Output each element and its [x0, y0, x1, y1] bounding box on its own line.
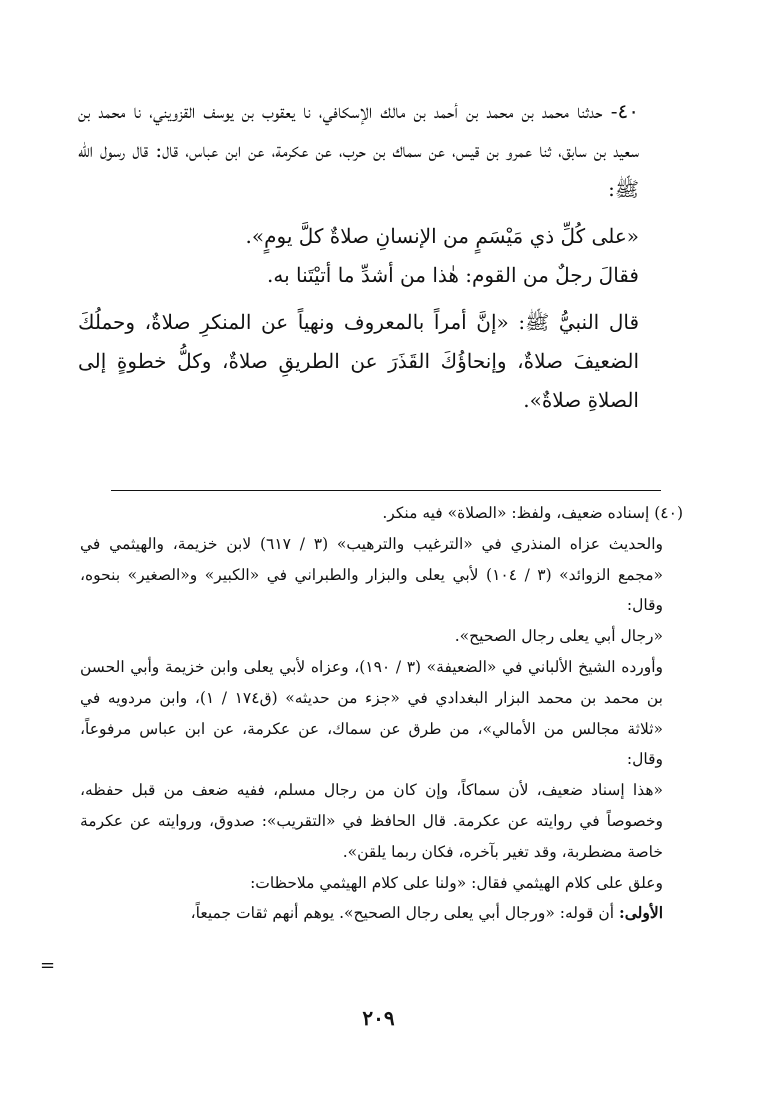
footnote-quote: «هذا إسناد ضعيف، لأن سماكاً، وإن كان من رجال مسلم، ففيه ضعف من قبل حفظه، وخصوصاً في روايته عن عكرمة. قال الحافظ في «التقريب»: صدوق، وروايته عن عكرمة خاصة مضطربة، وقد تغير بآخره، فكان ربما يلقن».	[80, 781, 663, 861]
footnote-paragraph: وعلق على كلام الهيثمي فقال: «ولنا على كلام الهيثمي ملاحظات:	[250, 873, 663, 892]
page-number: ٢٠٩	[362, 1006, 395, 1030]
footnote-quote: «رجال أبي يعلى رجال الصحيح».	[454, 627, 663, 646]
hadith-response-paragraph: فقالَ رجلٌ من القوم: هٰذا من أشدِّ ما أتيْتَنا به.	[267, 263, 639, 287]
hadith-isnad-paragraph: ٤٠- حدثنا محمد بن محمد بن أحمد بن مالك الإسكافي، نا يعقوب بن يوسف القزويني، نا محمد بن سعيد بن سابق، ثنا عمرو بن قيس، عن سماك بن حرب، عن عكرمة، عن ابن عباس، قال: قال رسول الله ﷺ:	[78, 99, 639, 201]
footnote-first-note-label: الأولى:	[619, 903, 663, 923]
footnote-paragraph: والحديث عزاه المنذري في «الترغيب والترهيب» (٣ / ٦١٧) لابن خزيمة، والهيثمي في «مجمع الزوائد» (٣ / ١٠٤) لأبي يعلى والبزار والطبراني في «الكبير» و«الصغير» بنحوه، وقال:	[80, 534, 663, 615]
footnote-heading-line: (٤٠) إسناده ضعيف، ولفظ: «الصلاة» فيه منكر.	[382, 504, 683, 522]
footnote-first-note-text: أن قوله: «ورجال أبي يعلى رجال الصحيح». يوهم أنهم ثقات جميعاً،	[190, 904, 615, 923]
continuation-mark: =	[40, 955, 56, 976]
hadith-prophet-reply-paragraph: قال النبيُّ ﷺ: «إنَّ أمراً بالمعروف ونهياً عن المنكرِ صلاةٌ، وحملُكَ الضعيفَ صلاةٌ، وإنحاؤُكَ القَذَرَ عن الطريقِ صلاةٌ، وكلُّ خطوةٍ إلى الصلاةِ صلاةٌ».	[78, 310, 639, 412]
footnote-paragraph: وأورده الشيخ الألباني في «الضعيفة» (٣ / ١٩٠)، وعزاه لأبي يعلى وابن خزيمة وأبي الحسن بن محمد بن محمد البزار البغدادي في «جزء من حديثه» (ق١٧٤ / ١)، وابن مردويه في «ثلاثة مجالس من الأمالي»، من طرق عن سماك، عن عكرمة، عن ابن عباس مرفوعاً، وقال:	[80, 657, 663, 769]
footnote-divider	[111, 490, 661, 491]
hadith-matn-paragraph: «على كُلِّ ذي مَيْسَمٍ من الإنسانِ صلاةٌ كلَّ يومٍ».	[245, 224, 639, 248]
hadith-text	[78, 92, 639, 420]
footnotes-section	[80, 498, 683, 929]
footnote-paragraph	[80, 898, 663, 929]
